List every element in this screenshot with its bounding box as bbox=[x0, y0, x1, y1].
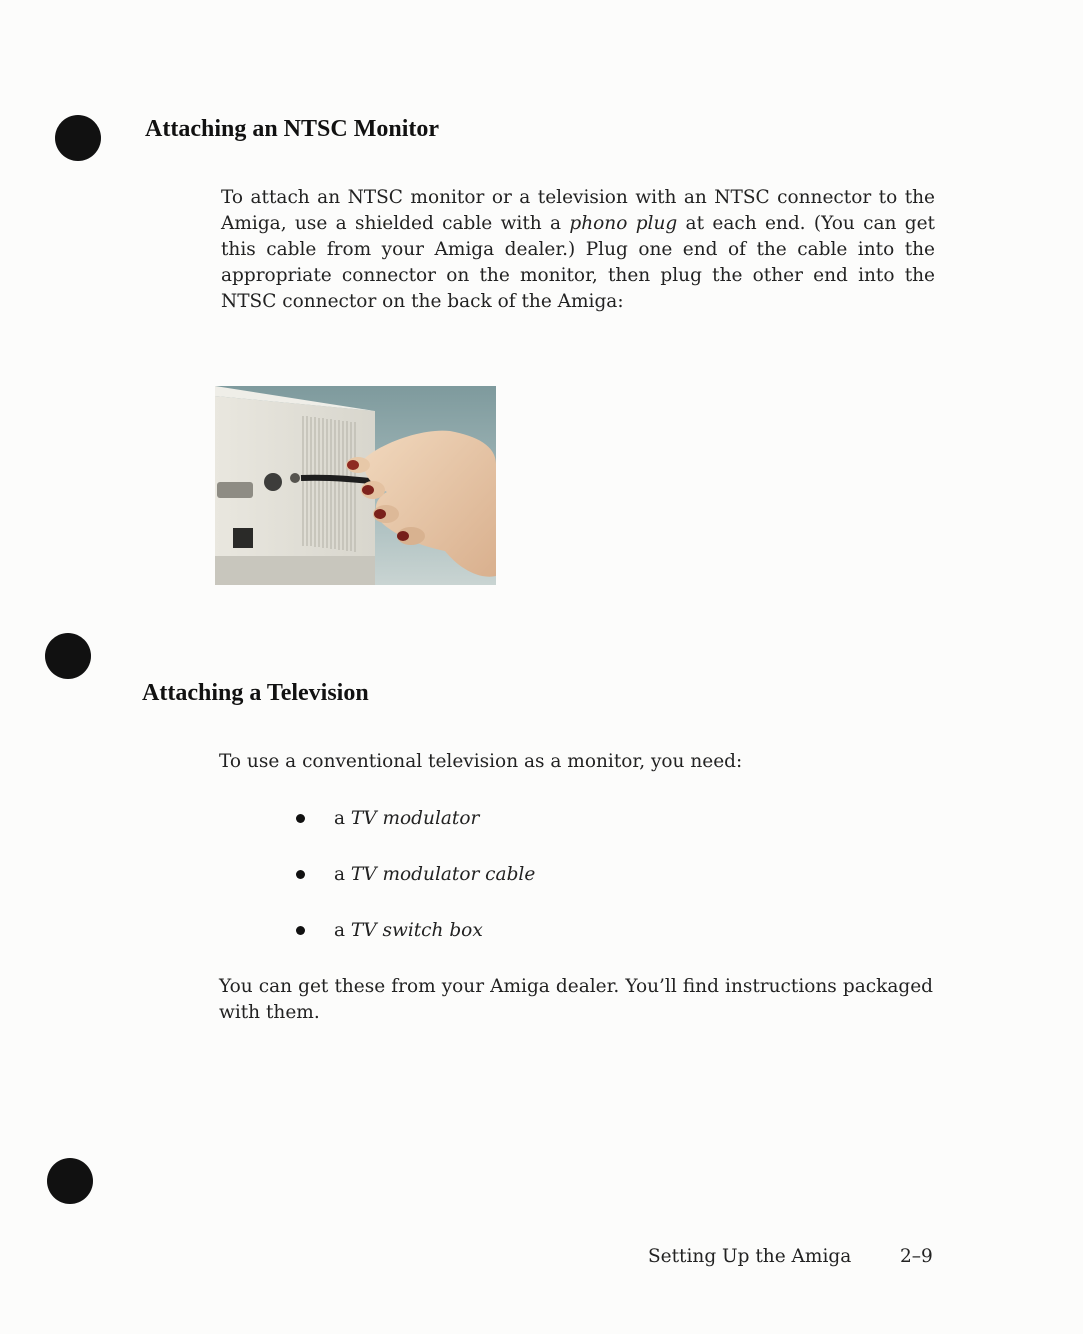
dealer-note-paragraph: You can get these from your Amiga dealer. You’ll find instructions packaged with them. bbox=[219, 976, 933, 1023]
list-item bbox=[296, 918, 535, 974]
bullet-icon bbox=[296, 926, 305, 935]
section-heading-ntsc-monitor: Attaching an NTSC Monitor bbox=[145, 116, 440, 142]
item-term: TV modulator bbox=[350, 808, 480, 829]
ntsc-cable-photo bbox=[215, 386, 496, 585]
section-heading-television: Attaching a Television bbox=[142, 680, 369, 706]
item-prefix: a bbox=[334, 808, 351, 829]
binder-hole-bottom bbox=[47, 1158, 93, 1204]
footer-page-number: 2–9 bbox=[900, 1246, 933, 1267]
binder-hole-top bbox=[55, 115, 101, 161]
item-prefix: a bbox=[334, 864, 351, 885]
paragraph-text-continued: at each end. (You can get this cable from your Amiga dealer.) Plug one end of the cable into the appropriate connector on the monitor, then plug the other end into the NTSC connector on the back of the Amiga: bbox=[221, 213, 935, 312]
footer-chapter-title: Setting Up the Amiga bbox=[648, 1246, 852, 1267]
required-items-list bbox=[296, 806, 535, 974]
binder-hole-middle bbox=[45, 633, 91, 679]
item-term: TV modulator cable bbox=[350, 864, 536, 885]
ntsc-instructions-paragraph bbox=[221, 185, 935, 315]
list-item bbox=[296, 806, 535, 862]
bullet-icon bbox=[296, 870, 305, 879]
paragraph-text: To attach an NTSC monitor or a television with an NTSC connector to the Amiga, use a shielded cable with a bbox=[221, 187, 935, 234]
item-term: TV switch box bbox=[350, 920, 483, 941]
phono-plug-term: phono plug bbox=[569, 213, 678, 234]
list-item bbox=[296, 862, 535, 918]
television-intro: To use a conventional television as a monitor, you need: bbox=[219, 751, 743, 772]
bullet-icon bbox=[296, 814, 305, 823]
item-prefix: a bbox=[334, 920, 351, 941]
